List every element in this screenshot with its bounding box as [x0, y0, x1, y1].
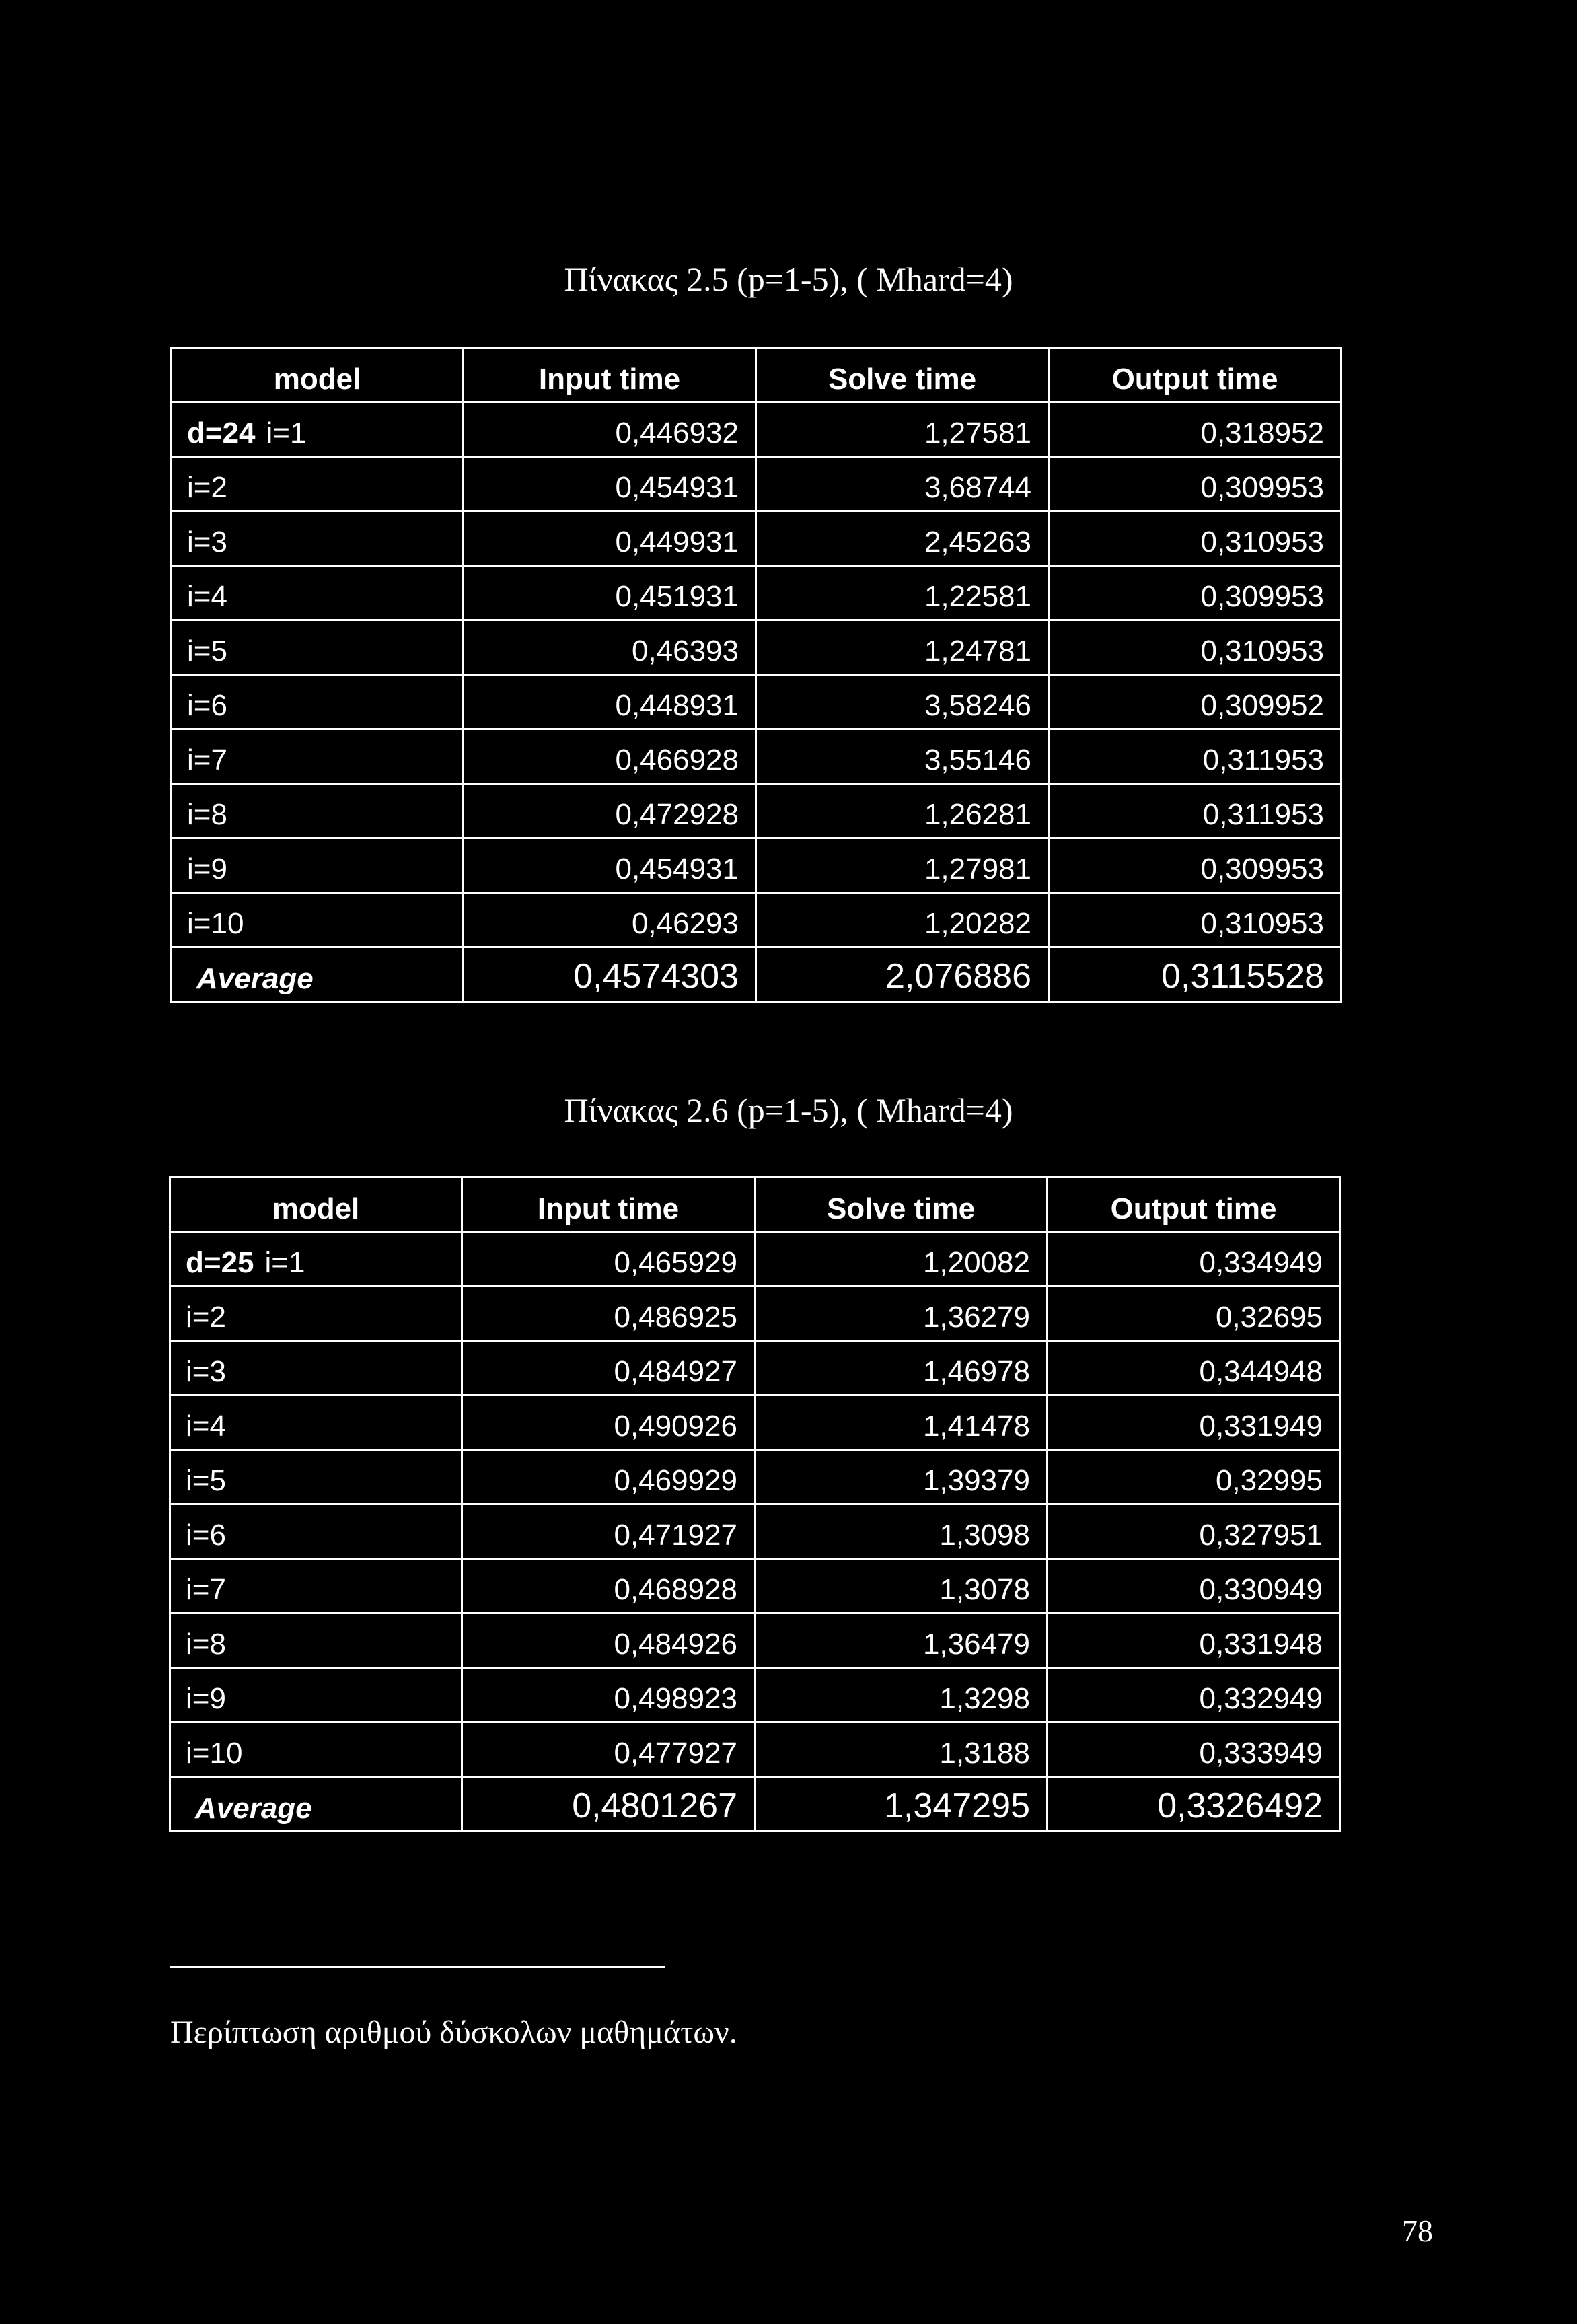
results-table [169, 1176, 1341, 1832]
model-label: i=4 [186, 1410, 226, 1443]
model-label: i=10 [187, 907, 244, 940]
cell-solve-time: 1,41478 [755, 1395, 1048, 1450]
table-row [170, 1395, 1340, 1450]
cell-model [170, 1341, 462, 1395]
header-input-time: Input time [464, 348, 756, 402]
cell-input-time: 0,465929 [462, 1232, 755, 1286]
table-row [170, 1722, 1340, 1777]
cell-output-time: 0,334949 [1048, 1232, 1340, 1286]
table-caption-text: Πίνακας 2.6 (p=1-5), ( Mhard=4) [564, 1091, 1013, 1129]
model-label: i=8 [186, 1628, 226, 1661]
table-row [172, 566, 1342, 620]
cell-model [172, 566, 464, 620]
table-row [170, 1341, 1340, 1395]
cell-input-time: 0,486925 [462, 1286, 755, 1341]
average-input-time: 0,4801267 [462, 1777, 755, 1831]
cell-input-time: 0,468928 [462, 1559, 755, 1613]
model-label: i=4 [187, 580, 227, 613]
average-input-time: 0,4574303 [464, 947, 756, 1002]
dimension-label: d=25 [186, 1246, 254, 1279]
cell-solve-time: 1,22581 [756, 566, 1049, 620]
average-output-time: 0,3115528 [1049, 947, 1342, 1002]
table-row [172, 729, 1342, 784]
cell-solve-time: 1,39379 [755, 1450, 1048, 1504]
cell-output-time: 0,327951 [1048, 1504, 1340, 1559]
cell-output-time: 0,32695 [1048, 1286, 1340, 1341]
cell-model [170, 1722, 462, 1777]
average-output-time: 0,3326492 [1048, 1777, 1340, 1831]
cell-output-time: 0,309953 [1049, 838, 1342, 893]
table-row [170, 1504, 1340, 1559]
cell-output-time: 0,309952 [1049, 675, 1342, 729]
model-label: i=1 [266, 416, 307, 449]
table-row [170, 1232, 1340, 1286]
model-label: i=3 [186, 1355, 226, 1388]
cell-model [172, 457, 464, 511]
table-caption-text: Πίνακας 2.5 (p=1-5), ( Mhard=4) [564, 260, 1013, 298]
cell-model [172, 402, 464, 457]
cell-output-time: 0,32995 [1048, 1450, 1340, 1504]
table-row [170, 1668, 1340, 1722]
dimension-label: d=24 [187, 416, 256, 449]
cell-input-time: 0,472928 [464, 784, 756, 838]
cell-input-time: 0,477927 [462, 1722, 755, 1777]
cell-model [172, 675, 464, 729]
table-row [172, 893, 1342, 947]
model-label: i=7 [186, 1573, 226, 1606]
cell-output-time: 0,333949 [1048, 1722, 1340, 1777]
cell-solve-time: 1,20282 [756, 893, 1049, 947]
cell-output-time: 0,331949 [1048, 1395, 1340, 1450]
table-caption [0, 259, 1577, 299]
cell-input-time: 0,46393 [464, 620, 756, 675]
model-label: i=5 [187, 634, 227, 667]
cell-solve-time: 3,68744 [756, 457, 1049, 511]
model-label: i=6 [187, 689, 227, 722]
table-body [172, 402, 1342, 1002]
cell-input-time: 0,466928 [464, 729, 756, 784]
average-label: Average [172, 947, 464, 1002]
model-label: i=2 [187, 471, 227, 504]
table-row [172, 457, 1342, 511]
cell-model [170, 1232, 462, 1286]
model-label: i=9 [187, 852, 227, 885]
model-label: i=7 [187, 743, 227, 776]
cell-model [170, 1450, 462, 1504]
model-label: i=10 [186, 1737, 243, 1770]
table-row [170, 1286, 1340, 1341]
header-model: model [172, 348, 464, 402]
cell-solve-time: 3,58246 [756, 675, 1049, 729]
cell-input-time: 0,46293 [464, 893, 756, 947]
cell-solve-time: 1,36479 [755, 1613, 1048, 1668]
cell-output-time: 0,309953 [1049, 457, 1342, 511]
table-row [172, 675, 1342, 729]
model-label: i=8 [187, 798, 227, 831]
cell-output-time: 0,310953 [1049, 893, 1342, 947]
cell-output-time: 0,330949 [1048, 1559, 1340, 1613]
cell-input-time: 0,449931 [464, 511, 756, 566]
header-input-time: Input time [462, 1177, 755, 1232]
page-number: 78 [1402, 2214, 1433, 2248]
cell-solve-time: 3,55146 [756, 729, 1049, 784]
cell-model [172, 511, 464, 566]
cell-input-time: 0,490926 [462, 1395, 755, 1450]
cell-model [172, 784, 464, 838]
model-label: i=3 [187, 525, 227, 558]
cell-output-time: 0,331948 [1048, 1613, 1340, 1668]
cell-model [172, 729, 464, 784]
cell-model [170, 1504, 462, 1559]
cell-input-time: 0,498923 [462, 1668, 755, 1722]
cell-solve-time: 1,46978 [755, 1341, 1048, 1395]
cell-model [170, 1613, 462, 1668]
average-solve-time: 1,347295 [755, 1777, 1048, 1831]
cell-model [172, 838, 464, 893]
table-row [172, 838, 1342, 893]
cell-output-time: 0,332949 [1048, 1668, 1340, 1722]
header-model: model [170, 1177, 462, 1232]
header-row [170, 1177, 1340, 1232]
header-row [172, 348, 1342, 402]
table-row [170, 1613, 1340, 1668]
cell-solve-time: 1,24781 [756, 620, 1049, 675]
table-row [172, 784, 1342, 838]
header-solve-time: Solve time [756, 348, 1049, 402]
cell-model [170, 1668, 462, 1722]
cell-input-time: 0,451931 [464, 566, 756, 620]
cell-input-time: 0,471927 [462, 1504, 755, 1559]
table-row [172, 620, 1342, 675]
footnote-separator [170, 1966, 665, 1968]
cell-output-time: 0,310953 [1049, 511, 1342, 566]
average-label: Average [170, 1777, 462, 1831]
table-body [170, 1232, 1340, 1831]
cell-solve-time: 1,3078 [755, 1559, 1048, 1613]
table-row [170, 1559, 1340, 1613]
cell-input-time: 0,484927 [462, 1341, 755, 1395]
cell-model [172, 893, 464, 947]
table-row [172, 511, 1342, 566]
cell-model [170, 1395, 462, 1450]
average-solve-time: 2,076886 [756, 947, 1049, 1002]
cell-input-time: 0,454931 [464, 457, 756, 511]
cell-input-time: 0,446932 [464, 402, 756, 457]
cell-output-time: 0,309953 [1049, 566, 1342, 620]
model-label: i=6 [186, 1519, 226, 1552]
cell-input-time: 0,469929 [462, 1450, 755, 1504]
cell-input-time: 0,448931 [464, 675, 756, 729]
cell-output-time: 0,310953 [1049, 620, 1342, 675]
cell-solve-time: 1,26281 [756, 784, 1049, 838]
cell-model [170, 1559, 462, 1613]
header-output-time: Output time [1049, 348, 1342, 402]
results-table [170, 347, 1342, 1003]
model-label: i=9 [186, 1682, 226, 1715]
cell-solve-time: 1,20082 [755, 1232, 1048, 1286]
cell-solve-time: 1,3188 [755, 1722, 1048, 1777]
average-row [172, 947, 1342, 1002]
cell-solve-time: 1,27981 [756, 838, 1049, 893]
cell-solve-time: 1,3098 [755, 1504, 1048, 1559]
cell-solve-time: 1,27581 [756, 402, 1049, 457]
cell-input-time: 0,454931 [464, 838, 756, 893]
table-caption [0, 1090, 1577, 1130]
cell-input-time: 0,484926 [462, 1613, 755, 1668]
model-label: i=2 [186, 1301, 226, 1334]
cell-model [170, 1286, 462, 1341]
cell-output-time: 0,311953 [1049, 784, 1342, 838]
cell-output-time: 0,311953 [1049, 729, 1342, 784]
cell-output-time: 0,344948 [1048, 1341, 1340, 1395]
cell-model [172, 620, 464, 675]
model-label: i=1 [264, 1246, 305, 1279]
cell-output-time: 0,318952 [1049, 402, 1342, 457]
model-label: i=5 [186, 1464, 226, 1497]
cell-solve-time: 1,3298 [755, 1668, 1048, 1722]
average-row [170, 1777, 1340, 1831]
header-solve-time: Solve time [755, 1177, 1048, 1232]
cell-solve-time: 1,36279 [755, 1286, 1048, 1341]
table-row [172, 402, 1342, 457]
cell-solve-time: 2,45263 [756, 511, 1049, 566]
table-row [170, 1450, 1340, 1504]
footnote: Περίπτωση αριθμού δύσκολων μαθημάτων. [170, 2014, 737, 2050]
header-output-time: Output time [1048, 1177, 1340, 1232]
